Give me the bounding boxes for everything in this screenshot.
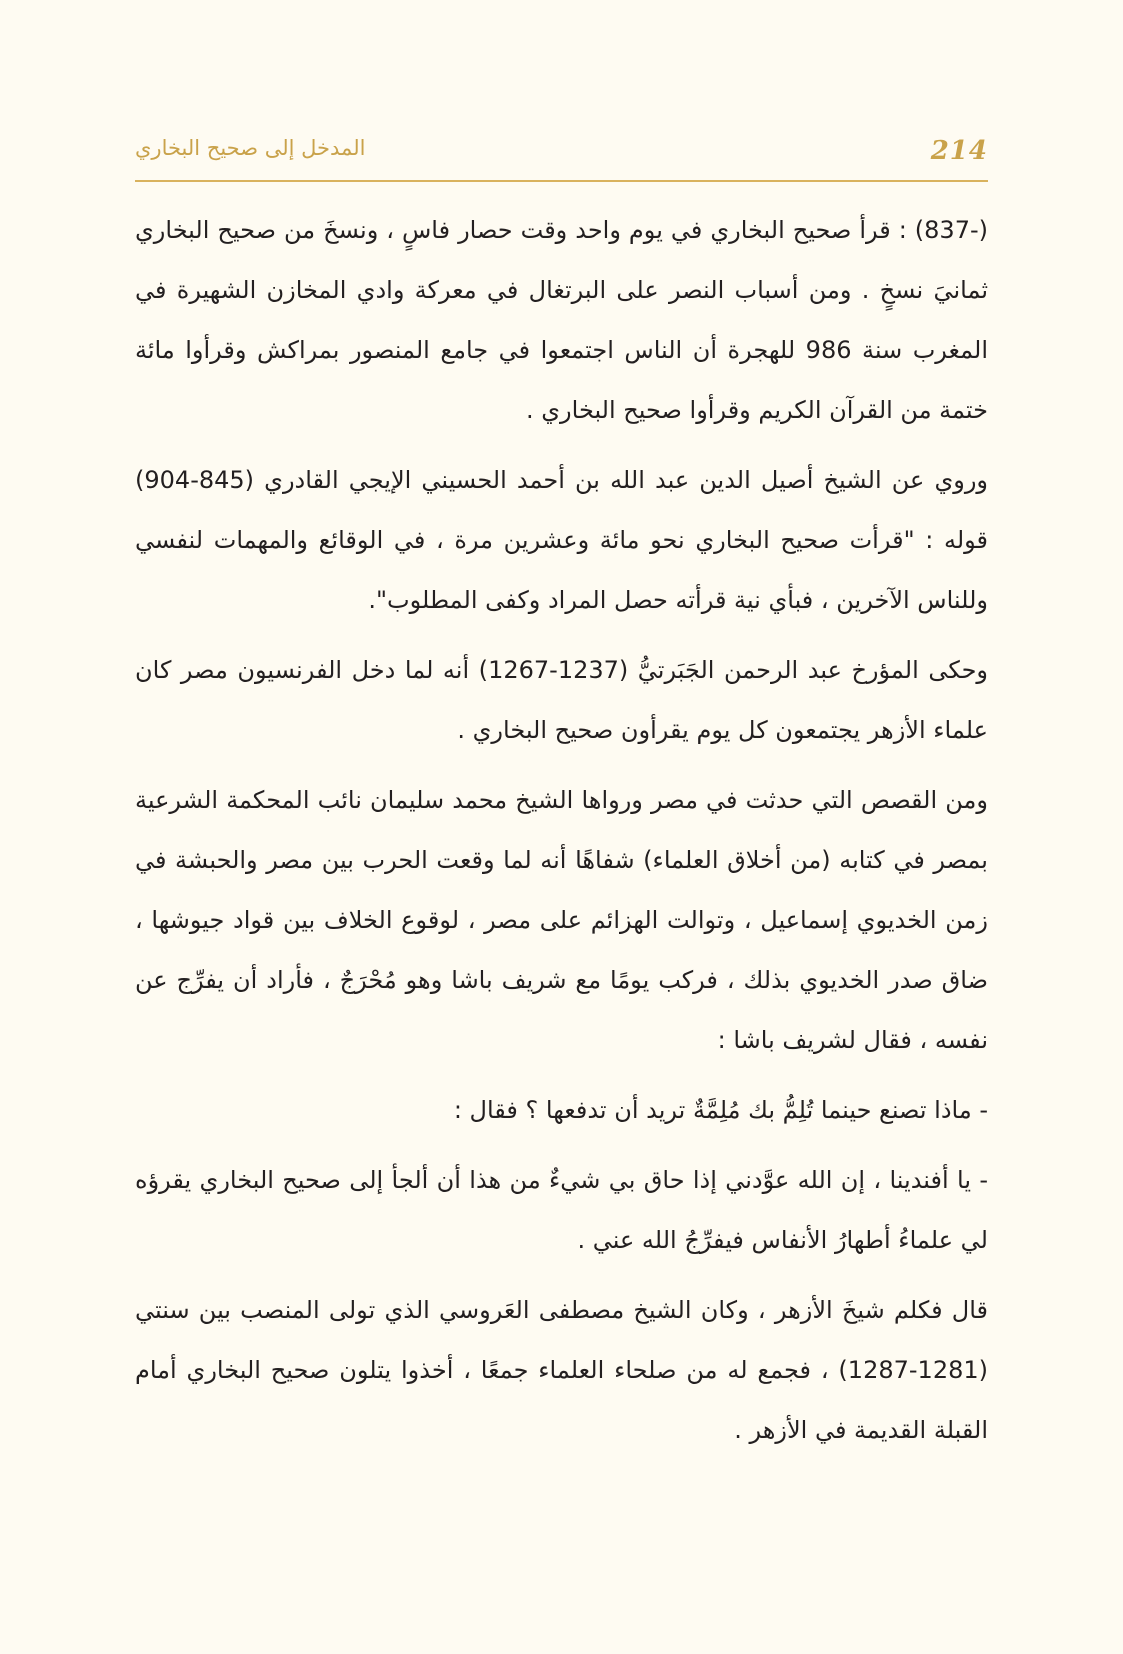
running-title: المدخل إلى صحيح البخاري: [135, 136, 366, 160]
paragraph: قال فكلم شيخَ الأزهر ، وكان الشيخ مصطفى العَروسي الذي تولى المنصب بين سنتي (1281-1287) ، فجمع له من صلحاء العلماء جمعًا ، أخذوا يتلون صحيح البخاري أمام القبلة القديمة في الأزهر .: [135, 1296, 988, 1444]
page-number: 214: [930, 136, 988, 166]
header-divider: [135, 180, 988, 182]
paragraph: وحكى المؤرخ عبد الرحمن الجَبَرتيُّ (1237-1267) أنه لما دخل الفرنسيون مصر كان علماء الأزهر يجتمعون كل يوم يقرأون صحيح البخاري .: [135, 656, 989, 744]
paragraph: وروي عن الشيخ أصيل الدين عبد الله بن أحمد الحسيني الإيجي القادري (845-904) قوله : "قرأت صحيح البخاري نحو مائة وعشرين مرة ، في الوقائع والمهمات لنفسي وللناس الآخرين ، فبأي نية قرأته حصل المراد وكفى المطلوب".: [135, 466, 988, 614]
paragraph: (-837) : قرأ صحيح البخاري في يوم واحد وقت حصار فاسٍ ، ونسخَ من صحيح البخاري ثمانيَ نسخٍ . ومن أسباب النصر على البرتغال في معركة وادي المخازن الشهيرة في المغرب سنة 986 للهجرة أن الناس اجتمعوا في جامع المنصور بمراكش وقرأوا مائة ختمة من القرآن الكريم وقرأوا صحيح البخاري .: [135, 216, 988, 424]
dialogue-line: - ماذا تصنع حينما تُلِمُّ بك مُلِمَّةٌ تريد أن تدفعها ؟ فقال :: [453, 1096, 988, 1124]
page-body: [135, 200, 988, 1470]
dialogue-line: - يا أفندينا ، إن الله عوَّدني إذا حاق بي شيءٌ من هذا أن ألجأ إلى صحيح البخاري يقرؤه لي علماءُ أطهارُ الأنفاس فيفرِّجُ الله عني .: [135, 1166, 988, 1254]
paragraph: ومن القصص التي حدثت في مصر ورواها الشيخ محمد سليمان نائب المحكمة الشرعية بمصر في كتابه (من أخلاق العلماء) شفاهًا أنه لما وقعت الحرب بين مصر والحبشة في زمن الخديوي إسماعيل ، وتوالت الهزائم على مصر ، لوقوع الخلاف بين قواد جيوشها ، ضاق صدر الخديوي بذلك ، فركب يومًا مع شريف باشا وهو مُحْرَجٌ ، فأراد أن يفرِّج عن نفسه ، فقال لشريف باشا :: [135, 786, 988, 1054]
page-header: [135, 128, 988, 180]
